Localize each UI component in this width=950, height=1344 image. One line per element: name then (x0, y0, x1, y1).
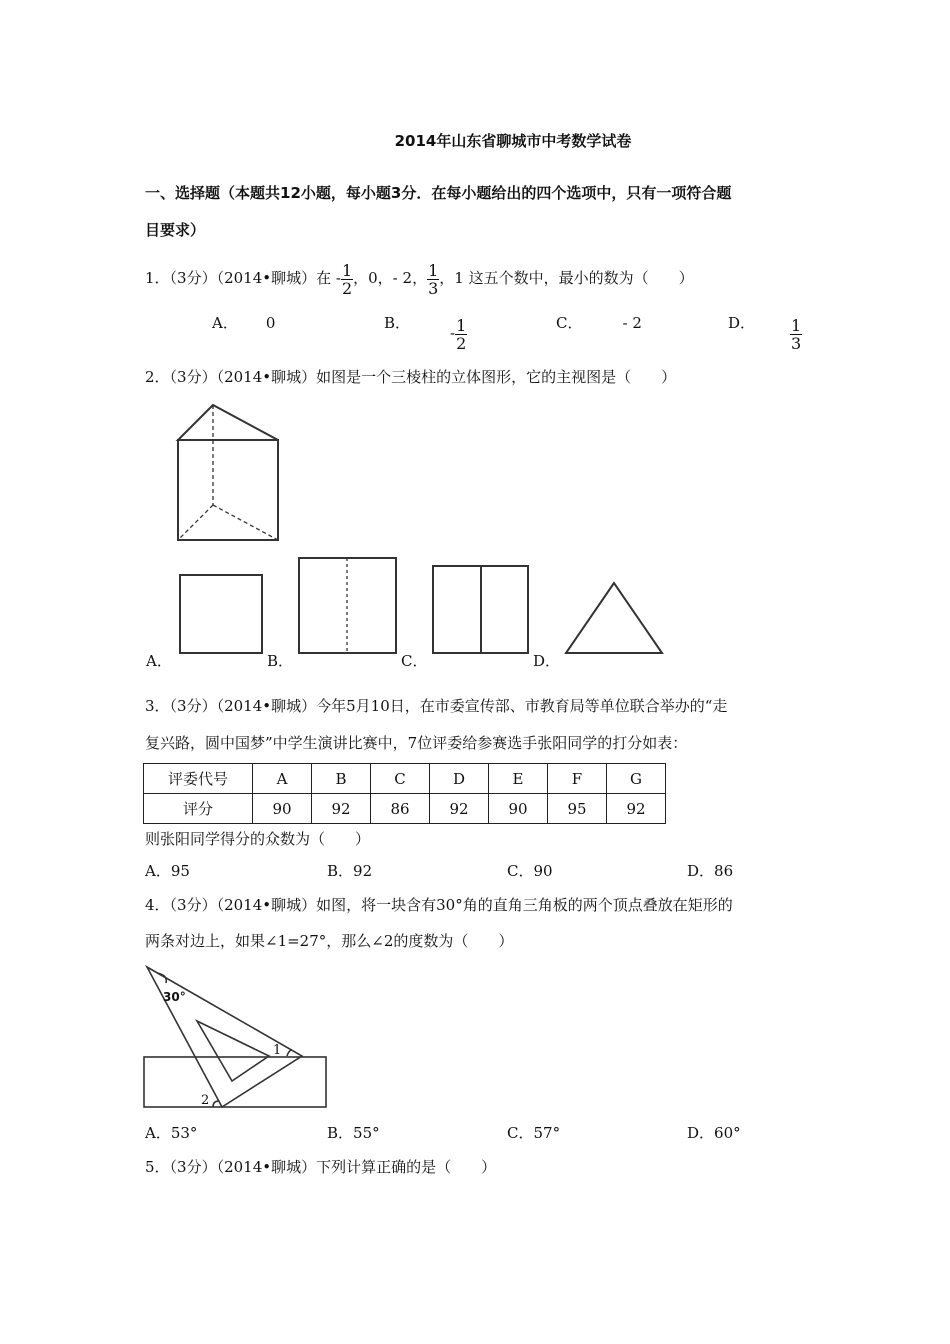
denominator: 2 (456, 333, 467, 353)
q3-option-a: A．95 (145, 862, 190, 880)
question-4-line1: 4．（3分）（2014•聊城）如图，将一块含有30°角的直角三角板的两个顶点叠放在矩形的 (145, 896, 733, 914)
section-heading: 一、选择题（本题共12小题，每小题3分．在每小题给出的四个选项中，只有一项符合题 (145, 184, 732, 202)
q2-option-b: B． (267, 652, 294, 670)
table-header: 评委代号 (144, 764, 253, 794)
numerator: 1 (456, 315, 467, 335)
option-b-rect (299, 558, 396, 653)
q2-option-d: D． (533, 652, 561, 670)
option-label: D． (728, 314, 756, 332)
score-table (143, 763, 666, 824)
q3-option-d: D．86 (687, 862, 734, 880)
q2-option-a: A． (146, 652, 172, 670)
option-a-square (180, 575, 262, 653)
q4-option-a: A．53° (145, 1124, 198, 1142)
question-3-line2: 复兴路，圆中国梦”中学生演讲比赛中，7位评委给参赛选手张阳同学的打分如表： (145, 734, 688, 752)
table-header: 评分 (144, 794, 253, 824)
numerator: 1 (428, 260, 439, 280)
option-d-triangle (566, 583, 662, 653)
table-cell: E (489, 764, 548, 794)
table-cell: A (253, 764, 312, 794)
q2-option-c: C． (401, 652, 428, 670)
table-cell: 92 (430, 794, 489, 824)
table-cell: B (312, 764, 371, 794)
angle-2-label: 2 (201, 1093, 210, 1108)
q3-question: 则张阳同学得分的众数为（ ） (145, 830, 371, 848)
q1-mid: ，0，- 2， (353, 269, 428, 287)
table-cell: F (548, 764, 607, 794)
option-value: - 2 (622, 314, 642, 332)
q1-suffix: ，1 这五个数中，最小的数为（ ） (439, 269, 694, 287)
angle-30-label: 30° (163, 990, 186, 1004)
section-heading-cont: 目要求） (145, 221, 206, 239)
table-row (144, 794, 666, 824)
option-value: 0 (265, 314, 276, 332)
q3-option-b: B．92 (327, 862, 373, 880)
question-5: 5．（3分）（2014•聊城）下列计算正确的是（ ） (145, 1158, 497, 1176)
question-3-line1: 3．（3分）（2014•聊城）今年5月10日，在市委宣传部、市教育局等单位联合举办的“走 (145, 697, 728, 715)
table-cell: 86 (371, 794, 430, 824)
q4-option-c: C．57° (507, 1124, 561, 1142)
table-row (144, 764, 666, 794)
table-cell: 95 (548, 794, 607, 824)
sign: - (450, 324, 456, 342)
option-label: A． (212, 314, 238, 332)
table-cell: 92 (607, 794, 666, 824)
option-label: C． (556, 314, 583, 332)
denominator: 3 (428, 278, 439, 298)
page-title: 2014年山东省聊城市中考数学试卷 (394, 132, 632, 150)
option-c-rect (433, 566, 528, 653)
question-2: 2．（3分）（2014•聊城）如图是一个三棱柱的立体图形，它的主视图是（ ） (145, 368, 677, 386)
numerator: 1 (791, 315, 802, 335)
table-cell: G (607, 764, 666, 794)
table-cell: 92 (312, 794, 371, 824)
table-cell: 90 (489, 794, 548, 824)
table-cell: D (430, 764, 489, 794)
q1-prefix: 1．（3分）（2014•聊城）在 - (145, 269, 341, 287)
q3-option-c: C．90 (507, 862, 553, 880)
option-label: B． (384, 314, 411, 332)
angle-1-label: 1 (273, 1043, 282, 1058)
table-cell: 90 (253, 794, 312, 824)
numerator: 1 (341, 260, 353, 280)
denominator: 3 (791, 333, 802, 353)
denominator: 2 (341, 278, 353, 298)
question-4-line2: 两条对边上，如果∠1=27°，那么∠2的度数为（ ） (145, 932, 514, 950)
prism-figure (178, 405, 278, 540)
q4-option-d: D．60° (687, 1124, 741, 1142)
table-cell: C (371, 764, 430, 794)
q4-option-b: B．55° (327, 1124, 380, 1142)
